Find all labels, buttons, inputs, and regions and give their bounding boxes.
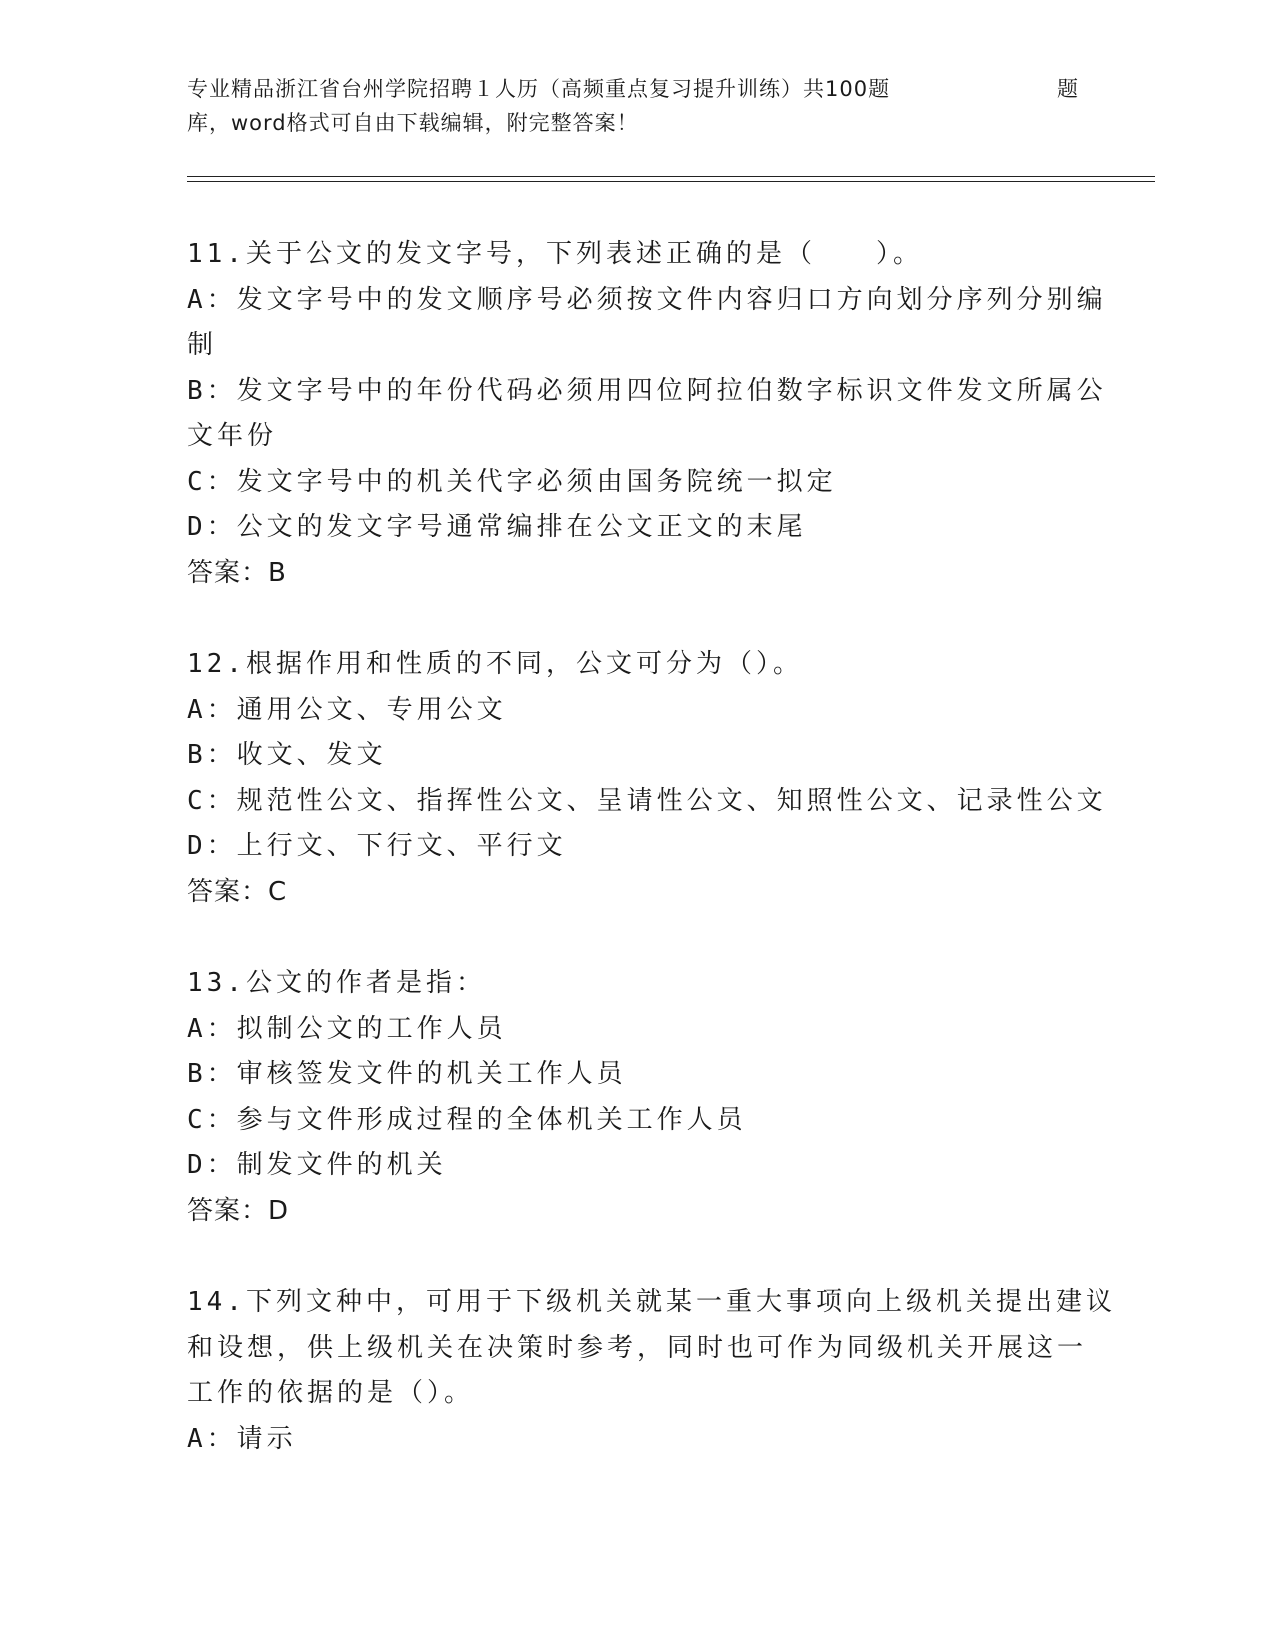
header-divider-bottom — [187, 181, 1155, 182]
question-stem: 12.根据作用和性质的不同，公文可分为（）。 — [187, 649, 803, 679]
option-c: C：参与文件形成过程的全体机关工作人员 — [187, 1104, 747, 1135]
option-b-continued: 文年份 — [187, 421, 278, 451]
question-list — [187, 232, 1116, 1508]
question-11 — [187, 232, 1107, 596]
question-stem-continued: 工作的依据的是（）。 — [187, 1378, 475, 1408]
option-a: A：发文字号中的发文顺序号必须按文件内容归口方向划分序列分别编 — [187, 284, 1107, 315]
question-14 — [187, 1280, 1116, 1462]
option-b: B：收文、发文 — [187, 740, 387, 770]
option-a: A：请示 — [187, 1423, 297, 1454]
question-13 — [187, 961, 1087, 1234]
answer-label: 答案：C — [187, 876, 288, 907]
question-stem: 14.下列文种中，可用于下级机关就某一重大事项向上级机关提出建议 — [187, 1287, 1116, 1317]
header-title-tail: 题 — [1057, 77, 1079, 101]
header-divider-top — [187, 176, 1155, 177]
option-a: A：通用公文、专用公文 — [187, 694, 507, 725]
question-stem: 13.公文的作者是指： — [187, 968, 486, 998]
option-c: C：发文字号中的机关代字必须由国务院统一拟定 — [187, 466, 837, 497]
answer-label: 答案：B — [187, 557, 287, 588]
option-a-continued: 制 — [187, 330, 218, 360]
option-d: D：制发文件的机关 — [187, 1150, 447, 1180]
header-line-2: 库，word格式可自由下载编辑，附完整答案！ — [187, 111, 639, 135]
option-b: B：审核签发文件的机关工作人员 — [187, 1059, 627, 1089]
question-stem-continued: 和设想，供上级机关在决策时参考，同时也可作为同级机关开展这一 — [187, 1332, 1088, 1363]
header-line-1 — [187, 72, 1087, 106]
question-stem: 11.关于公文的发文字号，下列表述正确的是（ ）。 — [187, 239, 923, 269]
question-12 — [187, 642, 1107, 915]
option-b: B：发文字号中的年份代码必须用四位阿拉伯数字标识文件发文所属公 — [187, 375, 1107, 406]
page-header — [187, 72, 1087, 140]
option-d: D：上行文、下行文、平行文 — [187, 831, 567, 861]
option-a: A：拟制公文的工作人员 — [187, 1013, 507, 1044]
option-c: C：规范性公文、指挥性公文、呈请性公文、知照性公文、记录性公文 — [187, 785, 1107, 816]
header-title: 专业精品浙江省台州学院招聘１人历（高频重点复习提升训练）共100题 — [187, 77, 891, 101]
option-d: D：公文的发文字号通常编排在公文正文的末尾 — [187, 512, 807, 542]
answer-label: 答案：D — [187, 1195, 290, 1226]
